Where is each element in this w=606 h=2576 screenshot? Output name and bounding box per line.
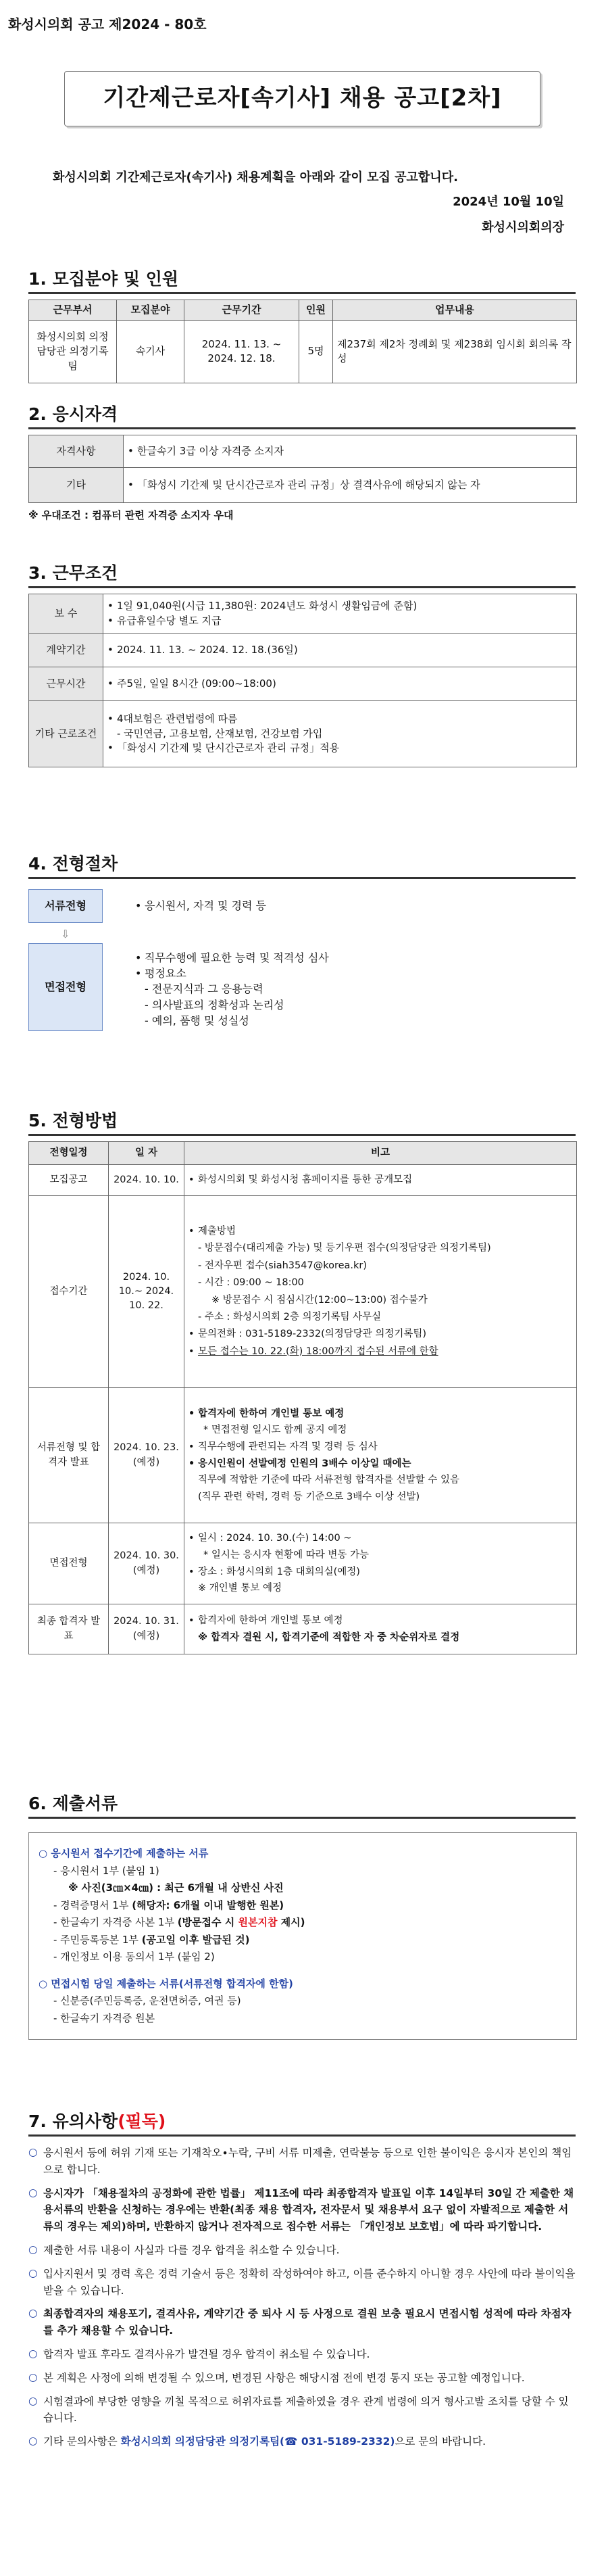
doc-item-3-c: 원본지참 [238,1916,278,1928]
doc-item-1: - 응시원서 1부 (붙임 1) [53,1864,159,1877]
section-7-title-text: 7. 유의사항 [28,2112,118,2131]
r4-n2: * 일시는 응시자 현황에 따라 변동 가능 [203,1549,370,1560]
notice-date: 2024년 10월 10일 [453,195,564,209]
docs-head-1: ○ 응시원서 접수기간에 제출하는 서류 [39,1847,209,1859]
r5-n1: • 합격자에 한하여 개인별 통보 예정 [188,1613,572,1629]
doc-item-4-a: - 주민등록등본 1부 [53,1933,142,1946]
section-6-title: 6. 제출서류 [28,1794,118,1813]
r4-stage: 면접전형 [29,1523,109,1604]
cell-field: 속기사 [117,320,184,383]
etc-line-2: - 국민연금, 고용보험, 산재보험, 건강보험 가입 [117,727,323,740]
pay-label: 보 수 [29,594,103,634]
doc-item-5: - 개인정보 이용 동의서 1부 (붙임 2) [53,1951,215,1963]
cell-period: 2024. 11. 13. ~ 2024. 12. 18. [184,320,299,383]
notice-number: 화성시의회 공고 제2024 - 80호 [8,16,207,32]
section-1-rule [28,292,576,294]
r2-n1: • 제출방법 [188,1223,572,1240]
caution-text-7: 본 계획은 사정에 의해 변경될 수 있으며, 변경된 사항은 해당시점 전에 변경 통지 또는 공고할 예정입니다. [43,2371,525,2384]
caution-text-5: 최종합격자의 채용포기, 결격사유, 계약기간 중 퇴사 시 등 사정으로 결원 보충 필요시 면접시험 성적에 따라 차점자를 추가 채용할 수 있습니다. [43,2308,572,2337]
r4-n4: ※ 개인별 통보 예정 [198,1583,282,1594]
section-3-title: 3. 근무조건 [28,563,118,583]
section-2-rule [28,427,576,429]
col-count: 인원 [299,300,333,321]
step-interview: 면접전형 [28,943,103,1031]
qualification-table [28,435,577,503]
preference-note: ※ 우대조건 : 컴퓨터 관련 자격증 소지자 우대 [28,509,234,521]
doc-item-6: - 신분증(주민등록증, 운전면허증, 여권 등) [53,1995,241,2007]
cell-dept: 화성시의회 의정담당관 의정기록팀 [29,320,117,383]
step-2-desc [135,950,329,1028]
caution-item [28,2393,576,2427]
contract-value: • 2024. 11. 13. ~ 2024. 12. 18.(36일) [107,643,572,658]
recruit-table [28,300,577,383]
bullet-circle-icon: ○ [28,2394,38,2407]
contract-label: 계약기간 [29,634,103,667]
r4-n3: • 장소 : 화성시의회 1층 대회의실(예정) [188,1564,572,1581]
r5-date: 2024. 10. 31. (예정) [109,1604,184,1654]
caution-item [28,2370,576,2387]
r4-date: 2024. 10. 30. (예정) [109,1523,184,1604]
step-1-desc-text: • 응시원서, 자격 및 경력 등 [135,898,266,913]
bullet-circle-icon: ○ [28,2186,38,2199]
col-period: 근무기간 [184,300,299,321]
caution-item [28,2306,576,2339]
section-4-rule [28,877,576,879]
contact-a: 기타 문의사항은 [43,2435,121,2448]
bullet-circle-icon: ○ [28,2307,38,2320]
r5-stage: 최종 합격자 발표 [29,1604,109,1654]
doc-item-4 [39,1932,564,1949]
col-date: 일 자 [109,1142,184,1165]
r3-n2: * 면접전형 일시도 함께 공지 예정 [203,1425,347,1436]
cell-count: 5명 [299,320,333,383]
r1-note: • 화성시의회 및 화성시청 홈페이지를 통한 공개모집 [188,1173,572,1187]
doc-item-7: - 한글속기 자격증 원본 [53,2011,155,2024]
section-7-must-read: (필독) [118,2112,166,2131]
caution-text-6: 합격자 발표 후라도 결격사유가 발견될 경우 합격이 취소될 수 있습니다. [43,2347,370,2360]
r3-n1: • 합격자에 한하여 개인별 통보 예정 [188,1406,572,1423]
step-1-desc [135,898,266,913]
r2-n6: - 주소 : 화성시의회 2층 의정기록팀 사무실 [198,1311,382,1322]
col-note: 비고 [184,1142,577,1165]
bullet-circle-icon: ○ [28,2435,38,2448]
documents-box [28,1832,577,2040]
bullet-circle-icon: ○ [28,2146,38,2158]
section-2-title: 2. 응시자격 [28,404,118,424]
intro-text: 화성시의회 기간제근로자(속기사) 채용계획을 아래와 같이 모집 공고합니다. [53,170,458,185]
contact-info: 화성시의회 의정담당관 의정기록팀(☎ 031-5189-2332) [120,2435,395,2448]
caution-text-1: 응시원서 등에 허위 기재 또는 기재착오∙누락, 구비 서류 미제출, 연락불능 등으로 인한 불이익은 응시자 본인의 책임으로 합니다. [43,2147,572,2176]
r3-n3: • 직무수행에 관련되는 자격 및 경력 등 심사 [188,1439,572,1456]
section-7-title [28,2109,166,2134]
caution-text-2: 응시자가 「채용절차의 공정화에 관한 법률」 제11조에 따라 최종합격자 발표일 이후 14일부터 30일 간 제출한 채용서류의 반환을 신청하는 경우에는 반환(최종 채용 합격자, 전자문서 및 채용부서 요구 없이 자발적으로 제출한 서류의 경우는 제외)하며, 반환하지 않거나 전자적으로 접수한 서류는 「개인정보 보호법」에 따라 파기합니다. [43,2187,574,2233]
bullet-circle-icon: ○ [28,2370,38,2383]
step-2-line-4: - 의사발표의 정확성과 논리성 [145,998,284,1011]
r2-n3: - 전자우편 접수(siah3547@korea.kr) [198,1260,368,1271]
qual-label-2: 기타 [29,468,124,503]
pay-line-2: • 유급휴일수당 별도 지급 [107,614,572,629]
section-6-rule [28,1817,576,1819]
r5-n2: ※ 합격자 결원 시, 합격기준에 적합한 자 중 차순위자로 결정 [198,1631,460,1643]
doc-item-1-note: ※ 사진(3㎝×4㎝) : 최근 6개월 내 상반신 사진 [68,1882,284,1894]
doc-item-3-d: 제시) [277,1916,305,1928]
r2-n8: • 모든 접수는 10. 22.(화) 18:00까지 접수된 서류에 한함 [188,1343,572,1360]
section-1-title: 1. 모집분야 및 인원 [28,269,179,289]
docs-head-2: ○ 면접시험 당일 제출하는 서류(서류전형 합격자에 한함) [39,1977,293,1990]
section-7-rule [28,2134,576,2137]
section-5-title: 5. 전형방법 [28,1111,118,1130]
r3-n5: 직무에 적합한 기준에 따라 서류전형 합격자를 선발할 수 있음 [198,1475,460,1486]
step-2-line-2: • 평정요소 [135,965,329,981]
pay-line-1: • 1일 91,040원(시급 11,380원: 2024년도 화성시 생활임금에 준함) [107,599,572,614]
doc-item-3-b: (방문접수 시 [177,1916,238,1928]
etc-line-1: • 4대보험은 관련법령에 따름 [107,712,572,727]
caution-item [28,2433,576,2450]
bullet-circle-icon: ○ [28,2266,38,2279]
flow-arrow-icon: ⇩ [61,928,70,940]
section-5-rule [28,1134,576,1136]
caution-text-8: 시험결과에 부당한 영향을 끼칠 목적으로 허위자료를 제출하였을 경우 관계 법령에 의거 형사고발 조치를 당할 수 있습니다. [43,2395,569,2425]
r2-stage: 접수기간 [29,1196,109,1388]
bullet-circle-icon: ○ [28,2243,38,2256]
caution-item [28,2242,576,2259]
hours-label: 근무시간 [29,667,103,701]
r2-n4: - 시간 : 09:00 ~ 18:00 [198,1277,304,1289]
r2-n2: - 방문접수(대리제출 가능) 및 등기우편 접수(의정담당관 의정기록팀) [198,1243,491,1254]
doc-item-2-a: - 경력증명서 1부 [53,1899,132,1911]
doc-item-2-b: (해당자: 6개월 이내 발행한 원본) [132,1899,284,1911]
hours-value: • 주5일, 일일 8시간 (09:00~18:00) [107,677,572,692]
cell-duty: 제237회 제2차 정례회 및 제238회 임시회 회의록 작성 [333,320,577,383]
caution-text-3: 제출한 서류 내용이 사실과 다를 경우 합격을 취소할 수 있습니다. [43,2243,340,2256]
step-2-line-3: - 전문지식과 그 응용능력 [145,982,263,996]
r3-n6: (직무 관련 학력, 경력 등 기준으로 3배수 이상 선발) [198,1491,420,1502]
r2-n5: ※ 방문접수 시 점심시간(12:00~13:00) 접수불가 [211,1294,428,1306]
conditions-table [28,594,577,767]
issuer: 화성시의회의장 [482,220,564,235]
doc-item-3-a: - 한글속기 자격증 사본 1부 [53,1916,178,1928]
r3-n4: • 응시인원이 선발예정 인원의 3배수 이상일 때에는 [188,1456,572,1473]
qual-text-2: • 「화성시 기간제 및 단시간근로자 관리 규정」상 결격사유에 해당되지 않는 자 [128,478,572,493]
caution-text-9 [43,2433,576,2450]
title-box [64,71,540,126]
r4-n1: • 일시 : 2024. 10. 30.(수) 14:00 ~ [188,1530,572,1547]
doc-item-4-b: (공고일 이후 발급된 것) [141,1933,250,1946]
page-title: 기간제근로자[속기사] 채용 공고[2차] [103,85,502,112]
step-2-line-1: • 직무수행에 필요한 능력 및 적격성 심사 [135,950,329,965]
caution-item [28,2185,576,2235]
caution-item [28,2346,576,2363]
selection-table [28,1141,577,1654]
col-stage: 전형일정 [29,1142,109,1165]
etc-label: 기타 근로조건 [29,701,103,767]
step-2-line-5: - 예의, 품행 및 성실성 [145,1013,249,1027]
caution-text-4: 입사지원서 및 경력 혹은 경력 기술서 등은 정확히 작성하여야 하고, 이를 준수하지 아니할 경우 사안에 따라 불이익을 받을 수 있습니다. [43,2267,576,2297]
r1-stage: 모집공고 [29,1165,109,1196]
doc-item-2 [39,1897,564,1915]
qual-text-1: • 한글속기 3급 이상 자격증 소지자 [128,444,572,459]
col-dept: 근무부서 [29,300,117,321]
col-field: 모집분야 [117,300,184,321]
etc-line-3: • 「화성시 기간제 및 단시간근로자 관리 규정」적용 [107,741,572,756]
col-duty: 업무내용 [333,300,577,321]
r2-n7: • 문의전화 : 031-5189-2332(의정담당관 의정기록팀) [188,1326,572,1343]
r3-stage: 서류전형 및 합격자 발표 [29,1388,109,1523]
step-document-screening: 서류전형 [28,889,103,923]
caution-item [28,2145,576,2178]
section-4-title: 4. 전형절차 [28,854,118,874]
bullet-circle-icon: ○ [28,2347,38,2360]
r2-date: 2024. 10. 10.~ 2024. 10. 22. [109,1196,184,1388]
section-3-rule [28,586,576,588]
caution-list [28,2145,576,2457]
contact-c: 으로 문의 바랍니다. [395,2435,486,2448]
doc-item-3 [39,1914,564,1932]
caution-item [28,2266,576,2299]
r1-date: 2024. 10. 10. [109,1165,184,1196]
qual-label-1: 자격사항 [29,435,124,468]
r3-date: 2024. 10. 23. (예정) [109,1388,184,1523]
